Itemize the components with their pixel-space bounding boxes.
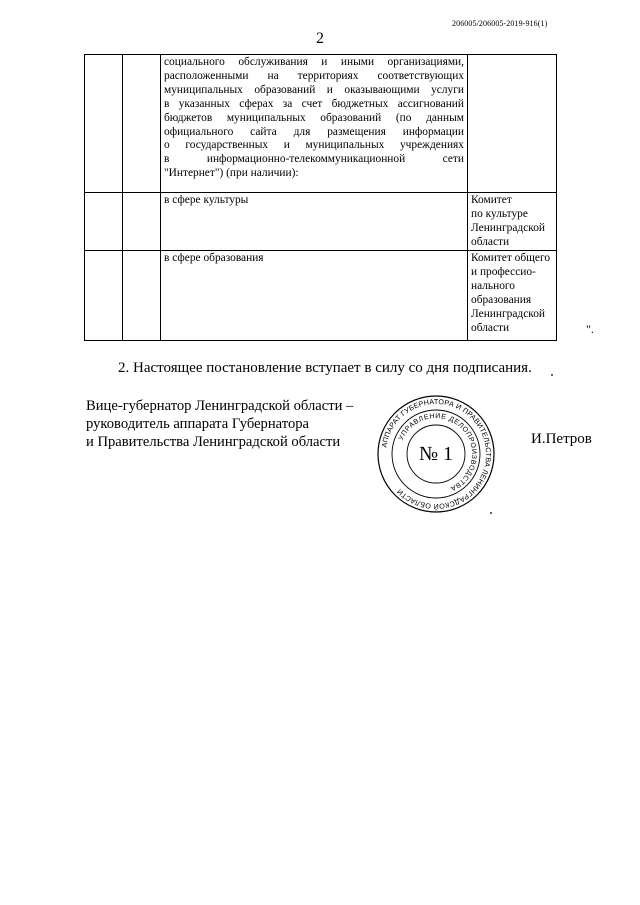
seal-inner-text: УПРАВЛЕНИЕ ДЕЛОПРОИЗВОДСТВА (397, 412, 478, 492)
table-cell-number (85, 251, 123, 341)
table-cell-number (85, 55, 123, 193)
table-cell-description: социального обслуживания и иными организациями, расположенными на территориях соответствующих муниципальных образований и оказывающими услуги в указанных сферах за счет бюджетных ассигнований бюджетов муниципальных образований (по данным официального сайта для размещения информации о государственных и муниципальных учреждениях в информационно-телекоммуникационной сети "Интернет") (при наличии): (161, 55, 468, 193)
table-cell-sub (123, 55, 161, 193)
scan-speck (551, 374, 553, 376)
resolution-paragraph: 2. Настоящее постановление вступает в силу со дня подписания. (118, 360, 532, 376)
content-table (84, 54, 557, 341)
seal-outer-text: АППАРАТ ГУБЕРНАТОРА И ПРАВИТЕЛЬСТВА ЛЕНИНГРАДСКОЙ ОБЛАСТИ (379, 396, 494, 512)
table-cell-sub (123, 251, 161, 341)
signatory-position: Вице-губернатор Ленинградской области – руководитель аппарата Губернатора и Правительства Ленинградской области (86, 398, 354, 450)
official-seal (376, 394, 496, 514)
table-cell-responsible: Комитет по культуре Ленинградской области (468, 193, 557, 251)
table-cell-description: в сфере культуры (161, 193, 468, 251)
signatory-name: И.Петров (531, 431, 592, 447)
table-cell-sub (123, 193, 161, 251)
table-cell-description: в сфере образования (161, 251, 468, 341)
closing-quote: ". (586, 322, 594, 336)
table-cell-responsible: Комитет общего и профессио- нального образования Ленинградской области (468, 251, 557, 341)
scan-speck (490, 512, 492, 514)
table-row (85, 193, 557, 251)
document-id: 206005/206005-2019-916(1) (452, 19, 548, 28)
seal-center-number: № 1 (418, 443, 454, 465)
table-row (85, 251, 557, 341)
table-cell-responsible (468, 55, 557, 193)
page-number: 2 (316, 30, 324, 47)
table-row (85, 55, 557, 193)
table-cell-number (85, 193, 123, 251)
